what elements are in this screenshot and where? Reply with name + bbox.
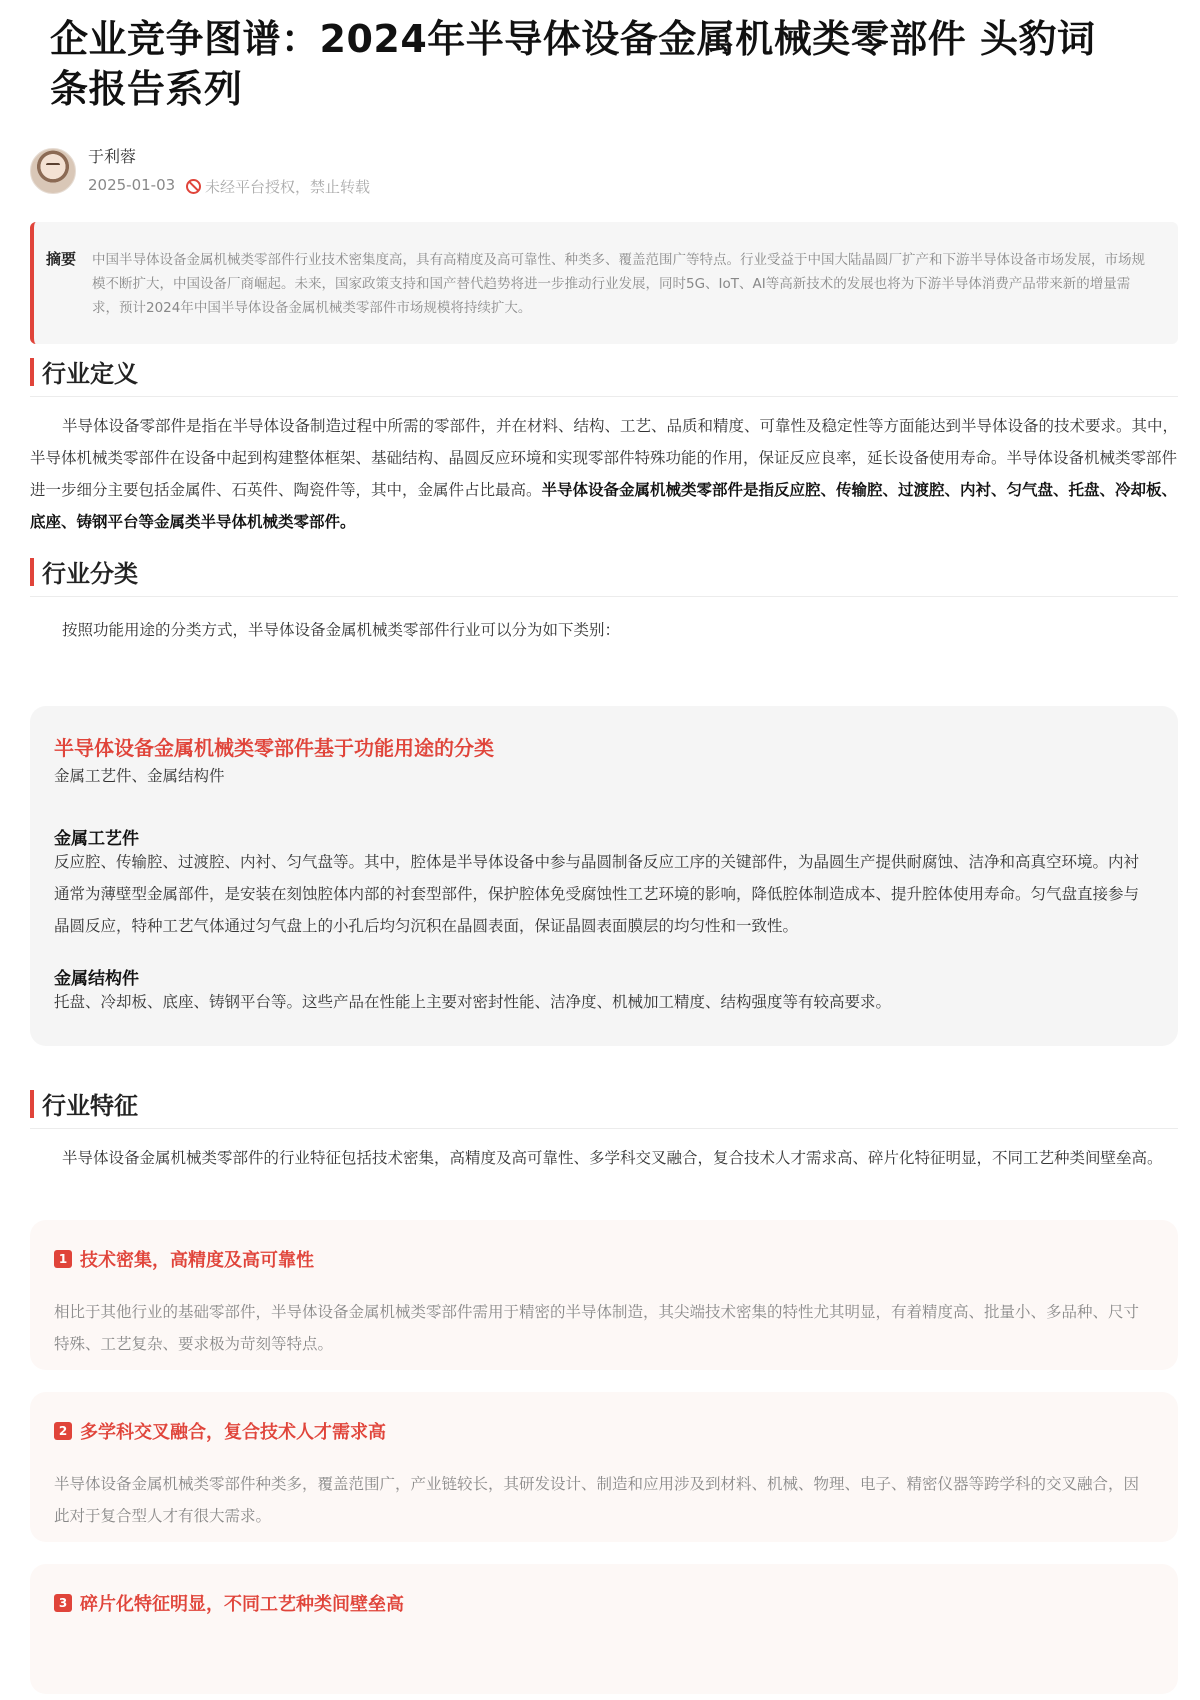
avatar[interactable] xyxy=(30,148,76,194)
section-heading-features xyxy=(30,1078,1178,1129)
category-description: 托盘、冷却板、底座、铸钢平台等。这些产品在性能上主要对密封性能、洁净度、机械加工精度、结构强度等有较高要求。 xyxy=(54,993,892,1011)
feature-title: 碎片化特征明显，不同工艺种类间壁垒高 xyxy=(80,1594,404,1615)
feature-card xyxy=(30,1392,1178,1542)
classification-box-subtitle: 金属工艺件、金属结构件 xyxy=(54,767,225,785)
features-intro: 半导体设备金属机械类零部件的行业特征包括技术密集，高精度及高可靠性、多学科交叉融合，复合技术人才需求高、碎片化特征明显，不同工艺种类间壁垒高。 xyxy=(62,1149,1163,1167)
section-heading-classification xyxy=(30,546,1178,597)
feature-description: 相比于其他行业的基础零部件，半导体设备金属机械类零部件需用于精密的半导体制造，其尖端技术密集的特性尤其明显，有着精度高、批量小、多品种、尺寸特殊、工艺复杂、要求极为苛刻等特点。 xyxy=(54,1303,1140,1353)
section-title: 行业定义 xyxy=(42,360,138,388)
feature-card xyxy=(30,1564,1178,1694)
classification-box xyxy=(30,706,1178,1046)
feature-number-badge: 2 xyxy=(54,1422,72,1440)
heading-accent-bar xyxy=(30,1090,34,1118)
abstract-panel xyxy=(30,222,1178,344)
classification-box-title: 半导体设备金属机械类零部件基于功能用途的分类 xyxy=(54,736,494,760)
feature-title: 技术密集，高精度及高可靠性 xyxy=(80,1250,314,1271)
publish-date: 2025-01-03 xyxy=(88,176,176,194)
category-name: 金属工艺件 xyxy=(54,829,139,849)
feature-card xyxy=(30,1220,1178,1370)
author-row xyxy=(30,140,630,200)
feature-number-badge: 1 xyxy=(54,1250,72,1268)
heading-accent-bar xyxy=(30,558,34,586)
definition-bold-text: 半导体设备金属机械类零部件是指反应腔、传输腔、过渡腔、内衬、匀气盘、托盘、冷却板、底座、铸钢平台等金属类半导体机械类零部件。 xyxy=(30,481,1178,531)
prohibited-icon xyxy=(186,179,201,194)
abstract-label: 摘要 xyxy=(46,250,77,268)
page-title: 企业竞争图谱：2024年半导体设备金属机械类零部件 头豹词条报告系列 xyxy=(50,17,1096,111)
feature-description: 半导体设备金属机械类零部件种类多，覆盖范围广，产业链较长，其研发设计、制造和应用涉及到材料、机械、物理、电子、精密仪器等跨学科的交叉融合，因此对于复合型人才有很大需求。 xyxy=(54,1475,1140,1525)
feature-number-badge: 3 xyxy=(54,1594,72,1612)
category-description: 反应腔、传输腔、过渡腔、内衬、匀气盘等。其中，腔体是半导体设备中参与晶圆制备反应工序的关键部件，为晶圆生产提供耐腐蚀、洁净和高真空环境。内衬通常为薄壁型金属部件，是安装在刻蚀腔体内部的衬套型部件，保护腔体免受腐蚀性工艺环境的影响，降低腔体制造成本、提升腔体使用寿命。匀气盘直接参与晶圆反应，特种工艺气体通过匀气盘上的小孔后均匀沉积在晶圆表面，保证晶圆表面膜层的均匀性和一致性。 xyxy=(54,853,1140,935)
heading-accent-bar xyxy=(30,358,34,386)
category-name: 金属结构件 xyxy=(54,969,139,989)
license-notice xyxy=(186,176,370,197)
section-heading-definition xyxy=(30,346,1178,397)
author-name[interactable]: 于利蓉 xyxy=(88,147,137,166)
section-title: 行业特征 xyxy=(42,1092,138,1120)
classification-intro: 按照功能用途的分类方式，半导体设备金属机械类零部件行业可以分为如下类别： xyxy=(62,621,621,639)
feature-title: 多学科交叉融合，复合技术人才需求高 xyxy=(80,1422,386,1443)
definition-text: 半导体设备零部件是指在半导体设备制造过程中所需的零部件，并在材料、结构、工艺、品质和精度、可靠性及稳定性等方面能达到半导体设备的技术要求。其中，半导体机械类零部件在设备中起到构建整体框架、基础结构、晶圆反应环境和实现零部件特殊功能的作用，保证反应良率，延长设备使用寿命。半导体设备机械类零部件进一步细分主要包括金属件、石英件、陶瓷件等，其中，金属件占比最高。 xyxy=(30,417,1179,499)
section-title: 行业分类 xyxy=(42,560,138,588)
abstract-text: 中国半导体设备金属机械类零部件行业技术密集度高，具有高精度及高可靠性、种类多、覆盖范围广等特点。行业受益于中国大陆晶圆厂扩产和下游半导体设备市场发展，市场规模不断扩大，中国设备厂商崛起。未来，国家政策支持和国产替代趋势将进一步推动行业发展，同时5G、IoT、AI等高新技术的发展也将为下游半导体消费产品带来新的增量需求，预计2024年中国半导体设备金属机械类零部件市场规模将持续扩大。 xyxy=(92,252,1145,316)
license-text: 未经平台授权，禁止转载 xyxy=(205,178,371,196)
definition-paragraph xyxy=(30,410,1178,538)
